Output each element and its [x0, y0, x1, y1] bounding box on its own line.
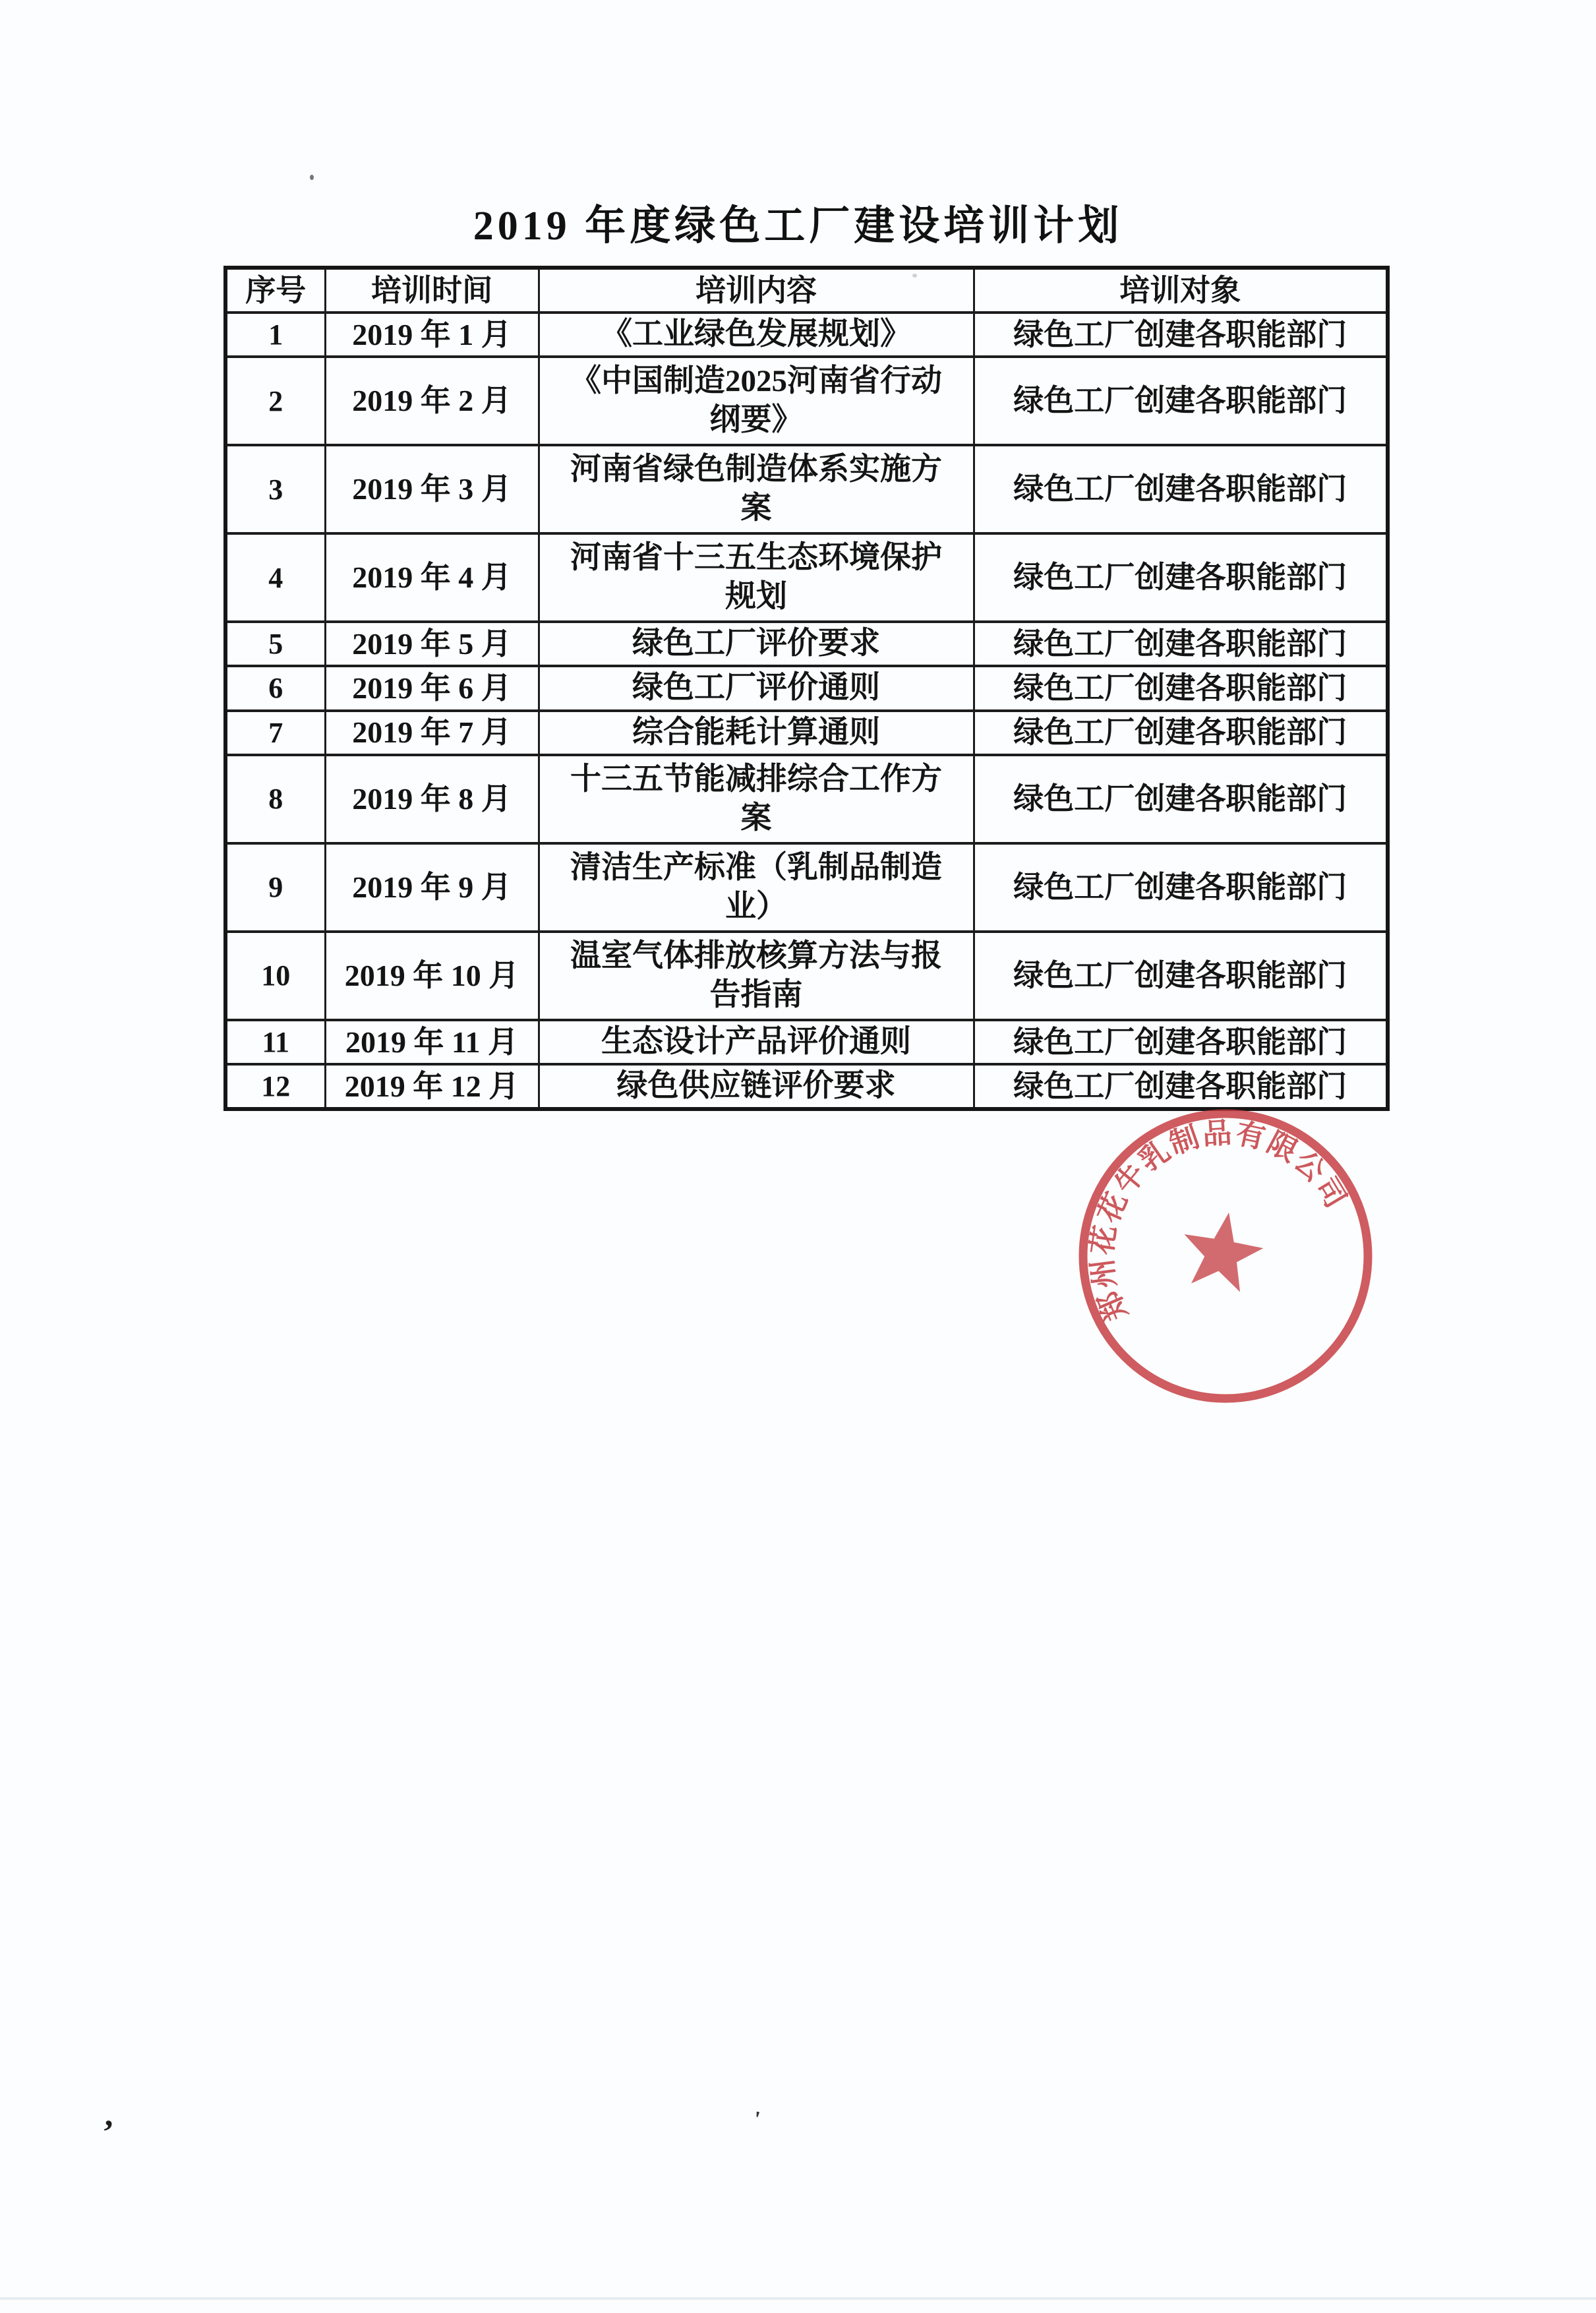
page-title: 2019 年度绿色工厂建设培训计划 — [473, 204, 1123, 249]
cell-time: 2019 年 2 月 — [325, 357, 539, 445]
cell-no: 8 — [225, 755, 325, 843]
cell-no: 3 — [225, 445, 325, 533]
cell-target: 绿色工厂创建各职能部门 — [974, 622, 1388, 666]
cell-time: 2019 年 9 月 — [325, 843, 539, 932]
table-row — [225, 357, 1388, 445]
cell-time: 2019 年 1 月 — [325, 313, 539, 357]
table-row — [225, 755, 1388, 843]
cell-content: 绿色工厂评价通则 — [539, 666, 974, 710]
star-icon — [1176, 1205, 1268, 1294]
cell-content: 河南省绿色制造体系实施方案 — [539, 445, 974, 533]
table-row — [225, 932, 1388, 1020]
cell-content: 生态设计产品评价通则 — [539, 1020, 974, 1064]
cell-target: 绿色工厂创建各职能部门 — [974, 313, 1388, 357]
col-header-no: 序号 — [225, 268, 325, 313]
cell-no: 6 — [225, 666, 325, 710]
cell-content: 绿色供应链评价要求 — [539, 1064, 974, 1109]
table-row — [225, 313, 1388, 357]
company-seal-stamp — [1074, 1104, 1377, 1408]
cell-no: 9 — [225, 843, 325, 932]
col-header-time: 培训时间 — [325, 268, 539, 313]
cell-time: 2019 年 6 月 — [325, 666, 539, 710]
table-row — [225, 1064, 1388, 1109]
cell-no: 12 — [225, 1064, 325, 1109]
cell-content: 《中国制造2025河南省行动纲要》 — [539, 357, 974, 445]
cell-no: 4 — [225, 533, 325, 622]
training-plan-table — [223, 266, 1390, 1111]
scan-artifact-dot — [912, 274, 917, 278]
cell-target: 绿色工厂创建各职能部门 — [974, 1064, 1388, 1109]
cell-content: 绿色工厂评价要求 — [539, 622, 974, 666]
cell-no: 1 — [225, 313, 325, 357]
cell-time: 2019 年 10 月 — [325, 932, 539, 1020]
cell-target: 绿色工厂创建各职能部门 — [974, 932, 1388, 1020]
cell-content: 河南省十三五生态环境保护规划 — [539, 533, 974, 622]
cell-target: 绿色工厂创建各职能部门 — [974, 1020, 1388, 1064]
cell-no: 10 — [225, 932, 325, 1020]
table-row — [225, 666, 1388, 710]
scan-artifact-mark: , — [103, 2095, 116, 2134]
col-header-target: 培训对象 — [974, 268, 1388, 313]
scan-artifact-mark: ' — [751, 2107, 762, 2132]
cell-time: 2019 年 7 月 — [325, 711, 539, 755]
cell-target: 绿色工厂创建各职能部门 — [974, 843, 1388, 932]
table-row — [225, 711, 1388, 755]
seal-company-name: 郑州花花牛乳制品有限公司 — [1086, 1116, 1353, 1326]
cell-content: 《工业绿色发展规划》 — [539, 313, 974, 357]
table-row — [225, 445, 1388, 533]
scan-artifact-dot — [310, 175, 314, 180]
cell-content: 十三五节能减排综合工作方案 — [539, 755, 974, 843]
table-row — [225, 843, 1388, 932]
cell-target: 绿色工厂创建各职能部门 — [974, 445, 1388, 533]
cell-no: 2 — [225, 357, 325, 445]
table-row — [225, 533, 1388, 622]
cell-time: 2019 年 3 月 — [325, 445, 539, 533]
cell-no: 11 — [225, 1020, 325, 1064]
cell-target: 绿色工厂创建各职能部门 — [974, 755, 1388, 843]
cell-no: 7 — [225, 711, 325, 755]
cell-content: 综合能耗计算通则 — [539, 711, 974, 755]
cell-time: 2019 年 4 月 — [325, 533, 539, 622]
cell-content: 温室气体排放核算方法与报告指南 — [539, 932, 974, 1020]
cell-target: 绿色工厂创建各职能部门 — [974, 533, 1388, 622]
cell-no: 5 — [225, 622, 325, 666]
table-header-row — [225, 268, 1388, 313]
table-row — [225, 1020, 1388, 1064]
cell-time: 2019 年 8 月 — [325, 755, 539, 843]
table-row — [225, 622, 1388, 666]
cell-time: 2019 年 5 月 — [325, 622, 539, 666]
cell-target: 绿色工厂创建各职能部门 — [974, 357, 1388, 445]
scanner-edge-line — [0, 2297, 1596, 2300]
cell-target: 绿色工厂创建各职能部门 — [974, 666, 1388, 710]
cell-target: 绿色工厂创建各职能部门 — [974, 711, 1388, 755]
cell-time: 2019 年 12 月 — [325, 1064, 539, 1109]
cell-content: 清洁生产标准（乳制品制造业） — [539, 843, 974, 932]
col-header-content: 培训内容 — [539, 268, 974, 313]
cell-time: 2019 年 11 月 — [325, 1020, 539, 1064]
